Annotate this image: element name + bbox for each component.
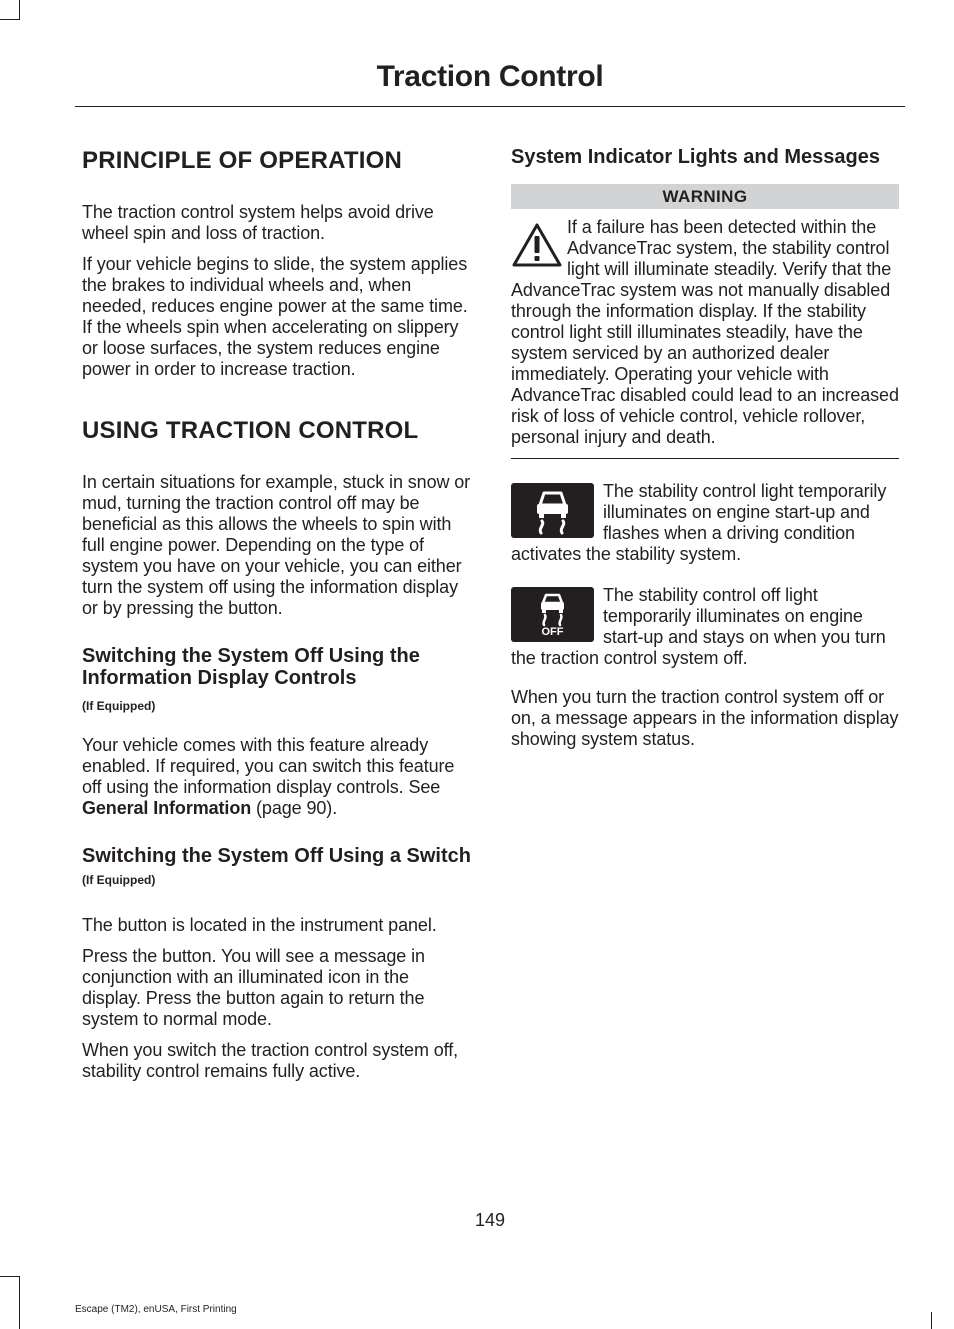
switch-button-paragraph-2: Press the button. You will see a message in conjunction with an illuminated icon in the display. Press the button again to return the system to normal mode. xyxy=(82,946,425,1029)
switch-button-paragraph-3: When you switch the traction control system off, stability control remains fully active. xyxy=(82,1040,459,1081)
warning-triangle-icon xyxy=(511,221,563,269)
title-rule xyxy=(75,106,905,107)
switch-button-heading xyxy=(82,845,472,891)
switch-button-paragraph-1: The button is located in the instrument panel. xyxy=(82,915,437,935)
principle-paragraph-2: If your vehicle begins to slide, the system applies the brakes to individual wheels and, when needed, reduces engine power at the same time. If the wheels spin when accelerating on slippery or loose surfaces, the system reduces engine power in order to increase traction. xyxy=(82,254,468,379)
crop-mark xyxy=(19,0,20,20)
stability-light-block xyxy=(511,481,899,565)
switch-button-if-equipped: (If Equipped) xyxy=(82,873,156,887)
using-heading: USING TRACTION CONTROL xyxy=(82,417,419,444)
crop-mark xyxy=(931,1312,932,1329)
stability-off-block xyxy=(511,585,899,669)
stability-off-text: The stability control off light temporarily illuminates on engine start-up and stays on when you turn the traction control system off. xyxy=(511,585,886,668)
indicators-heading: System Indicator Lights and Messages xyxy=(511,146,880,168)
warning-body xyxy=(511,217,899,448)
stability-control-off-light-icon xyxy=(511,587,594,642)
general-information-link[interactable]: General Information xyxy=(82,798,252,818)
crop-mark xyxy=(0,1276,20,1277)
switch-display-if-equipped: (If Equipped) xyxy=(82,699,156,713)
warning-text: If a failure has been detected within the AdvanceTrac system, the stability control light will illuminate steadily. Verify that the AdvanceTrac system was not manually disabled through the information display. If the stability control light still illuminates steadily, have the system serviced by an authorized dealer immediately. Operating your vehicle with AdvanceTrac disabled could lead to an increased risk of loss of vehicle control, vehicle rollover, personal injury and death. xyxy=(511,217,899,447)
message-text: When you turn the traction control system off or on, a message appears in the information display showing system status. xyxy=(511,687,899,749)
switch-display-page-ref: (page 90). xyxy=(251,798,338,818)
page-title: Traction Control xyxy=(376,60,604,93)
switch-button-heading-text: Switching the System Off Using a Switch xyxy=(82,845,471,867)
off-icon-label: OFF xyxy=(541,626,564,638)
page-number: 149 xyxy=(474,1210,506,1230)
switch-display-heading: Switching the System Off Using the Information Display Controls xyxy=(82,645,420,689)
crop-mark xyxy=(19,1276,20,1329)
using-paragraph-1: In certain situations for example, stuck in snow or mud, turning the traction control off may be beneficial as this allows the wheels to spin with full engine power. Depending on the type of system you have on your vehicle, you can either turn the system off using the information display or by pressing the button. xyxy=(82,472,471,618)
warning-bar: WARNING xyxy=(511,184,899,209)
stability-light-text: The stability control light temporarily illuminates on engine start-up and flashes when a driving condition activates the stability system. xyxy=(511,481,887,564)
warning-divider xyxy=(511,458,899,459)
left-column xyxy=(82,146,472,1092)
principle-paragraph-1: The traction control system helps avoid drive wheel spin and loss of traction. xyxy=(82,202,434,243)
stability-control-light-icon xyxy=(511,483,594,538)
crop-mark xyxy=(0,19,20,20)
principle-heading: PRINCIPLE OF OPERATION xyxy=(82,147,402,174)
switch-display-text: Your vehicle comes with this feature already enabled. If required, you can switch this feature off using the information display controls. See xyxy=(82,735,455,797)
switch-display-paragraph xyxy=(82,735,472,819)
right-column xyxy=(511,146,899,760)
footer-text: Escape (TM2), enUSA, First Printing xyxy=(75,1304,237,1315)
